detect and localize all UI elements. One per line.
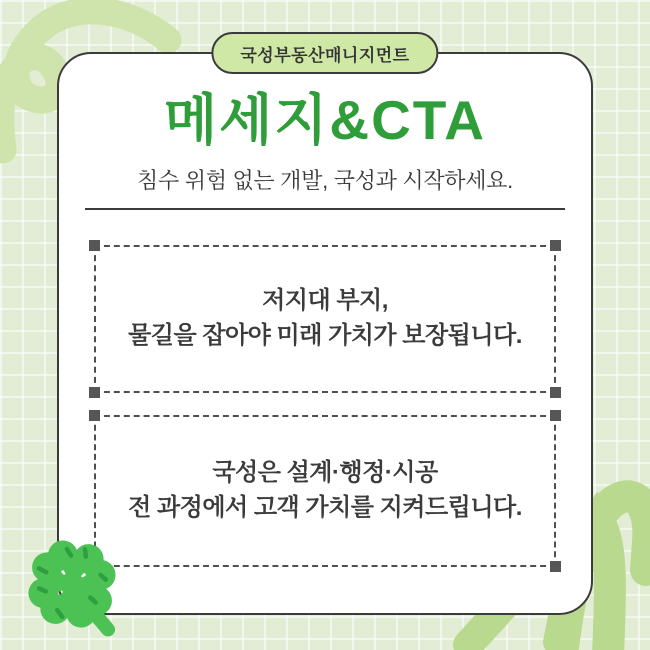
corner-marker [89, 410, 100, 421]
page-title: 메세지&CTA [163, 89, 487, 151]
message-line: 전 과정에서 고객 가치를 지켜드립니다. [128, 493, 522, 521]
corner-marker [550, 561, 561, 572]
card-content [59, 54, 591, 613]
message-line: 저지대 부지, [262, 286, 388, 314]
message-box-1 [94, 245, 556, 393]
corner-marker [550, 240, 561, 251]
page-subtitle: 침수 위험 없는 개발, 국성과 시작하세요. [137, 167, 513, 193]
corner-marker [89, 561, 100, 572]
corner-marker [89, 387, 100, 398]
corner-marker [550, 387, 561, 398]
brand-badge: 국성부동산매니지먼트 [211, 32, 438, 74]
message-line: 물길을 잡아야 미래 가치가 보장됩니다. [128, 321, 522, 349]
message-box-2 [94, 415, 556, 567]
corner-marker [89, 240, 100, 251]
message-line: 국성은 설계·행정·시공 [212, 458, 438, 486]
corner-marker [550, 410, 561, 421]
content-card [57, 52, 593, 615]
divider-line [85, 208, 565, 210]
